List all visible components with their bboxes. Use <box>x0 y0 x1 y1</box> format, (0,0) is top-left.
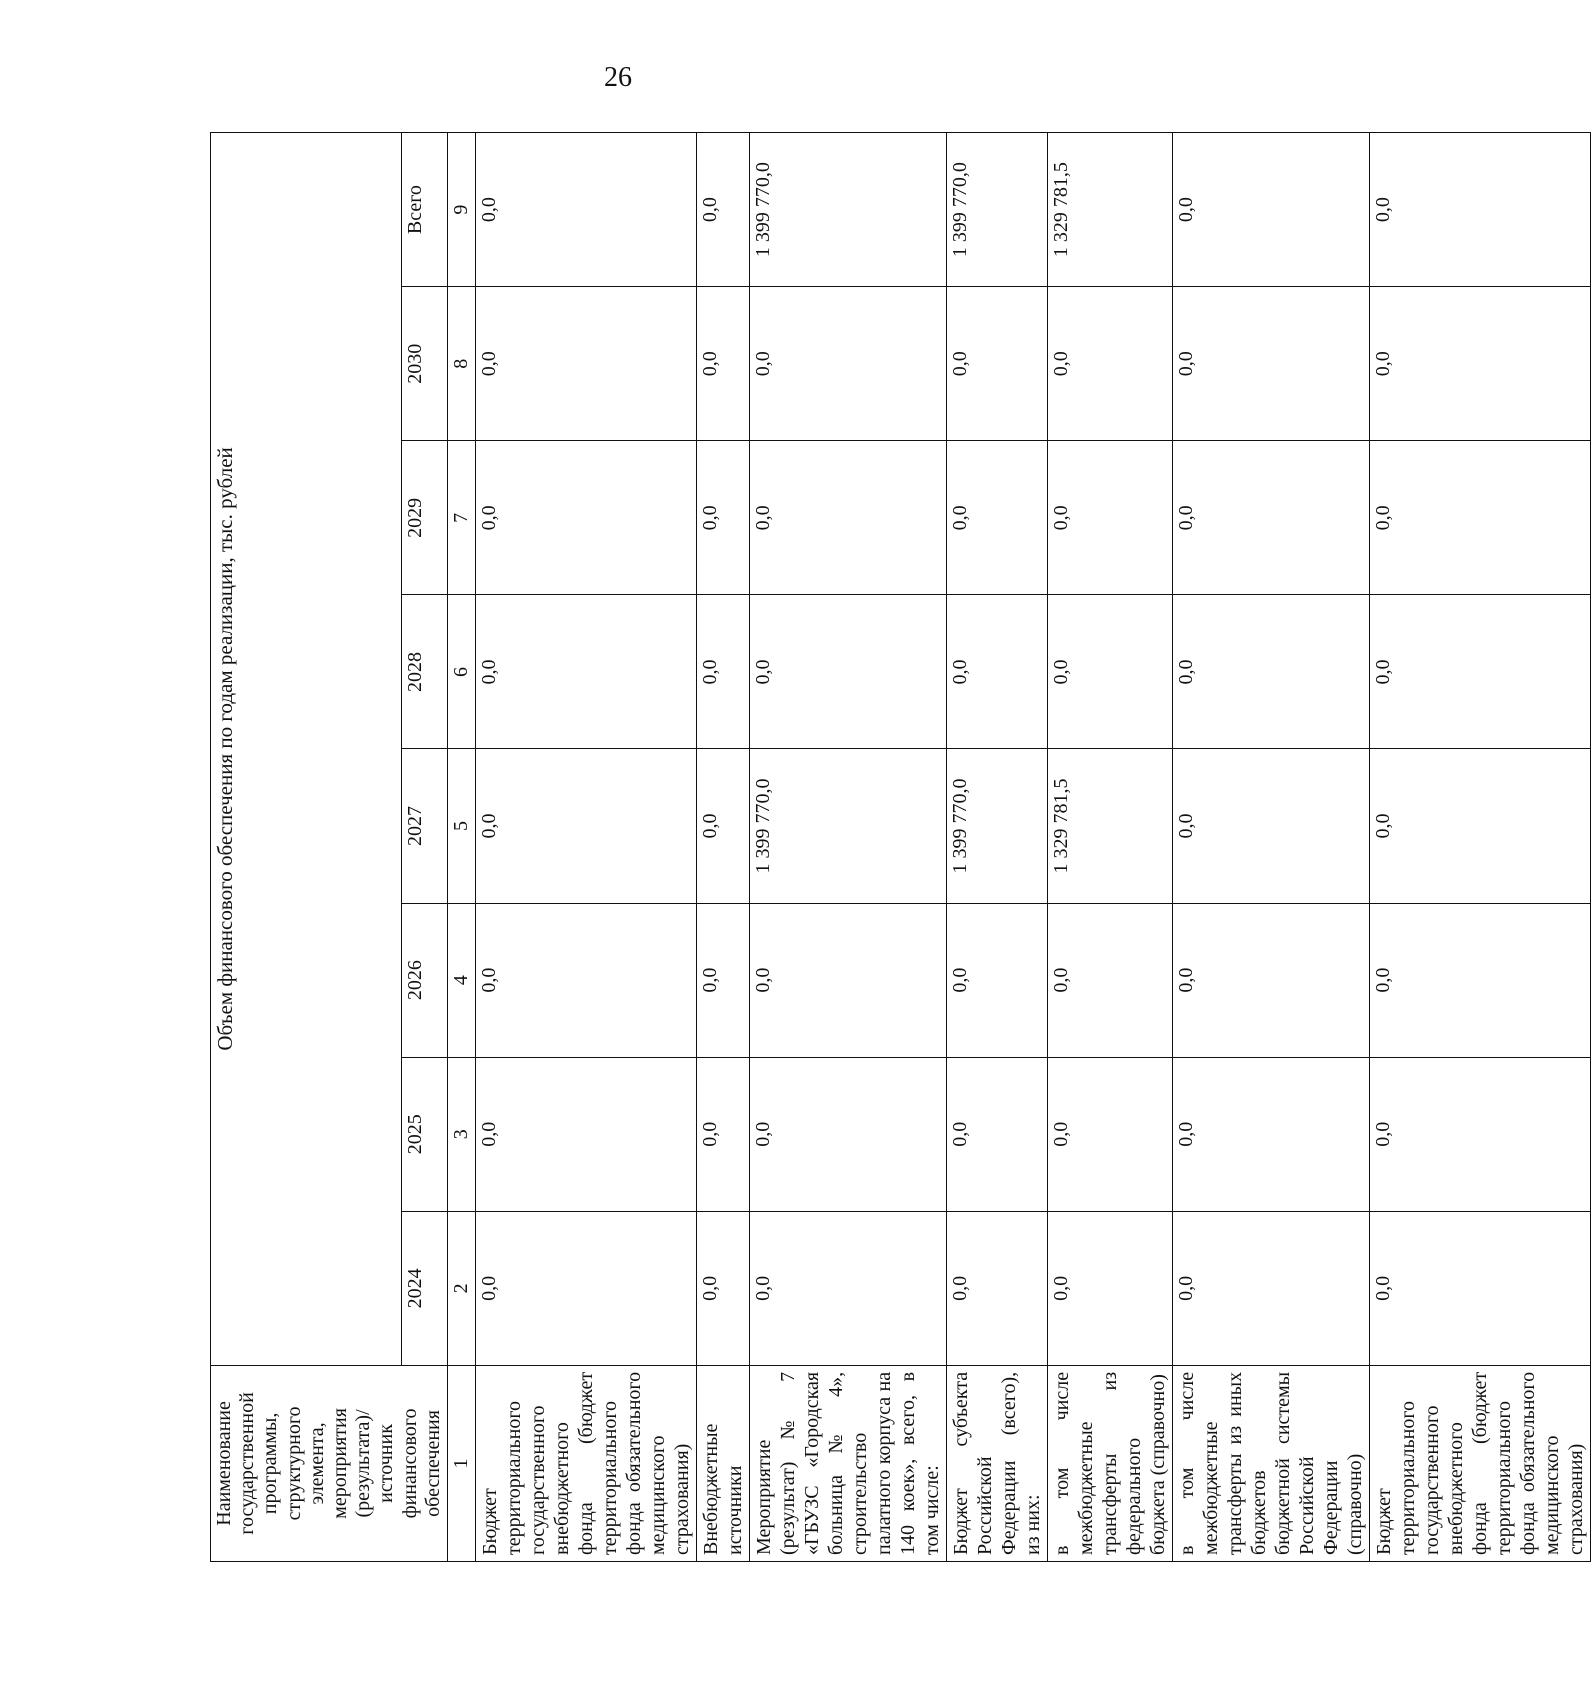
row-value: 0,0 <box>1370 1057 1591 1211</box>
row-value: 0,0 <box>476 441 697 595</box>
column-number: 2 <box>447 1211 476 1365</box>
row-value: 0,0 <box>476 595 697 749</box>
column-number: 6 <box>447 595 476 749</box>
row-value: 0,0 <box>697 903 750 1057</box>
year-header: 2025 <box>401 1057 447 1211</box>
row-total: 0,0 <box>1370 133 1591 287</box>
row-name: Мероприятие (результат) № 7 «ГБУЗС «Городская больница № 4», строительство палатного корпуса на 140 коек», всего, в том числе: <box>750 1365 947 1561</box>
row-value: 0,0 <box>476 1057 697 1211</box>
row-value: 0,0 <box>697 287 750 441</box>
header-name-cell: Наименование государственной программы, структурного элемента, мероприятия (результата)/источник финансового обеспечения <box>211 1365 448 1561</box>
row-value: 0,0 <box>1173 595 1370 749</box>
row-value: 0,0 <box>1173 1057 1370 1211</box>
column-number: 5 <box>447 749 476 903</box>
row-value: 0,0 <box>947 1211 1048 1365</box>
row-value: 0,0 <box>1048 287 1173 441</box>
row-value: 0,0 <box>1173 903 1370 1057</box>
row-value: 1 399 770,0 <box>750 749 947 903</box>
row-value: 0,0 <box>947 1057 1048 1211</box>
year-header: 2028 <box>401 595 447 749</box>
row-name: Бюджет субъекта Российской Федерации (всего), из них: <box>947 1365 1048 1561</box>
row-value: 0,0 <box>750 287 947 441</box>
header-volume-cell: Объем финансового обеспечения по годам реализации, тыс. рублей <box>211 133 402 1366</box>
row-value: 0,0 <box>750 1057 947 1211</box>
row-value: 0,0 <box>1370 441 1591 595</box>
row-value: 0,0 <box>697 749 750 903</box>
row-value: 0,0 <box>1370 903 1591 1057</box>
row-value: 0,0 <box>1048 903 1173 1057</box>
row-value: 0,0 <box>1048 1211 1173 1365</box>
column-numbers-row <box>447 133 476 1562</box>
row-value: 0,0 <box>476 287 697 441</box>
total-header: Всего <box>401 133 447 287</box>
rotated-table-container <box>210 132 1588 1562</box>
row-name: Внебюджетные источники <box>697 1365 750 1561</box>
column-number: 3 <box>447 1057 476 1211</box>
row-value: 0,0 <box>1370 1211 1591 1365</box>
row-value: 0,0 <box>750 595 947 749</box>
row-value: 0,0 <box>750 441 947 595</box>
row-value: 0,0 <box>1370 287 1591 441</box>
row-value: 0,0 <box>697 1211 750 1365</box>
table-row <box>1173 133 1370 1562</box>
row-value: 0,0 <box>1048 595 1173 749</box>
table-row <box>750 133 947 1562</box>
row-value: 0,0 <box>1048 441 1173 595</box>
table-row <box>1048 133 1173 1562</box>
financing-table <box>210 132 1591 1562</box>
table-row <box>947 133 1048 1562</box>
row-total: 0,0 <box>1173 133 1370 287</box>
header-row <box>211 133 402 1562</box>
year-header: 2026 <box>401 903 447 1057</box>
table-row <box>1370 133 1591 1562</box>
column-number: 4 <box>447 903 476 1057</box>
row-value: 0,0 <box>947 595 1048 749</box>
row-value: 0,0 <box>750 903 947 1057</box>
row-value: 0,0 <box>476 749 697 903</box>
row-value: 0,0 <box>697 595 750 749</box>
row-value: 0,0 <box>476 1211 697 1365</box>
row-value: 0,0 <box>1048 1057 1173 1211</box>
row-total: 1 399 770,0 <box>947 133 1048 287</box>
row-value: 0,0 <box>1173 287 1370 441</box>
row-value: 0,0 <box>1173 749 1370 903</box>
row-value: 0,0 <box>1370 595 1591 749</box>
year-header: 2029 <box>401 441 447 595</box>
years-row <box>401 133 447 1562</box>
column-number: 1 <box>447 1365 476 1561</box>
row-value: 0,0 <box>476 903 697 1057</box>
page-number: 26 <box>604 62 632 93</box>
row-name: в том числе межбюджетные трансферты из иных бюджетов бюджетной системы Российской Федерации (справочно) <box>1173 1365 1370 1561</box>
row-value: 0,0 <box>697 441 750 595</box>
year-header: 2027 <box>401 749 447 903</box>
table-row <box>476 133 697 1562</box>
row-value: 0,0 <box>1173 1211 1370 1365</box>
row-total: 0,0 <box>697 133 750 287</box>
row-value: 0,0 <box>1173 441 1370 595</box>
row-total: 0,0 <box>476 133 697 287</box>
row-value: 0,0 <box>947 903 1048 1057</box>
row-value: 1 399 770,0 <box>947 749 1048 903</box>
row-total: 1 399 770,0 <box>750 133 947 287</box>
row-name: в том числе межбюджетные трансферты из федерального бюджета (справочно) <box>1048 1365 1173 1561</box>
table-row <box>697 133 750 1562</box>
year-header: 2024 <box>401 1211 447 1365</box>
row-value: 0,0 <box>1370 749 1591 903</box>
row-value: 0,0 <box>947 287 1048 441</box>
row-name: Бюджет территориального государственного внебюджетного фонда (бюджет территориального фонда обязательного медицинского страхования) <box>476 1365 697 1561</box>
row-value: 1 329 781,5 <box>1048 749 1173 903</box>
column-number: 8 <box>447 287 476 441</box>
row-value: 0,0 <box>750 1211 947 1365</box>
year-header: 2030 <box>401 287 447 441</box>
row-name: Бюджет территориального государственного внебюджетного фонда (бюджет территориального фонда обязательного медицинского страхования) <box>1370 1365 1591 1561</box>
row-total: 1 329 781,5 <box>1048 133 1173 287</box>
row-value: 0,0 <box>697 1057 750 1211</box>
column-number: 7 <box>447 441 476 595</box>
column-number: 9 <box>447 133 476 287</box>
row-value: 0,0 <box>947 441 1048 595</box>
